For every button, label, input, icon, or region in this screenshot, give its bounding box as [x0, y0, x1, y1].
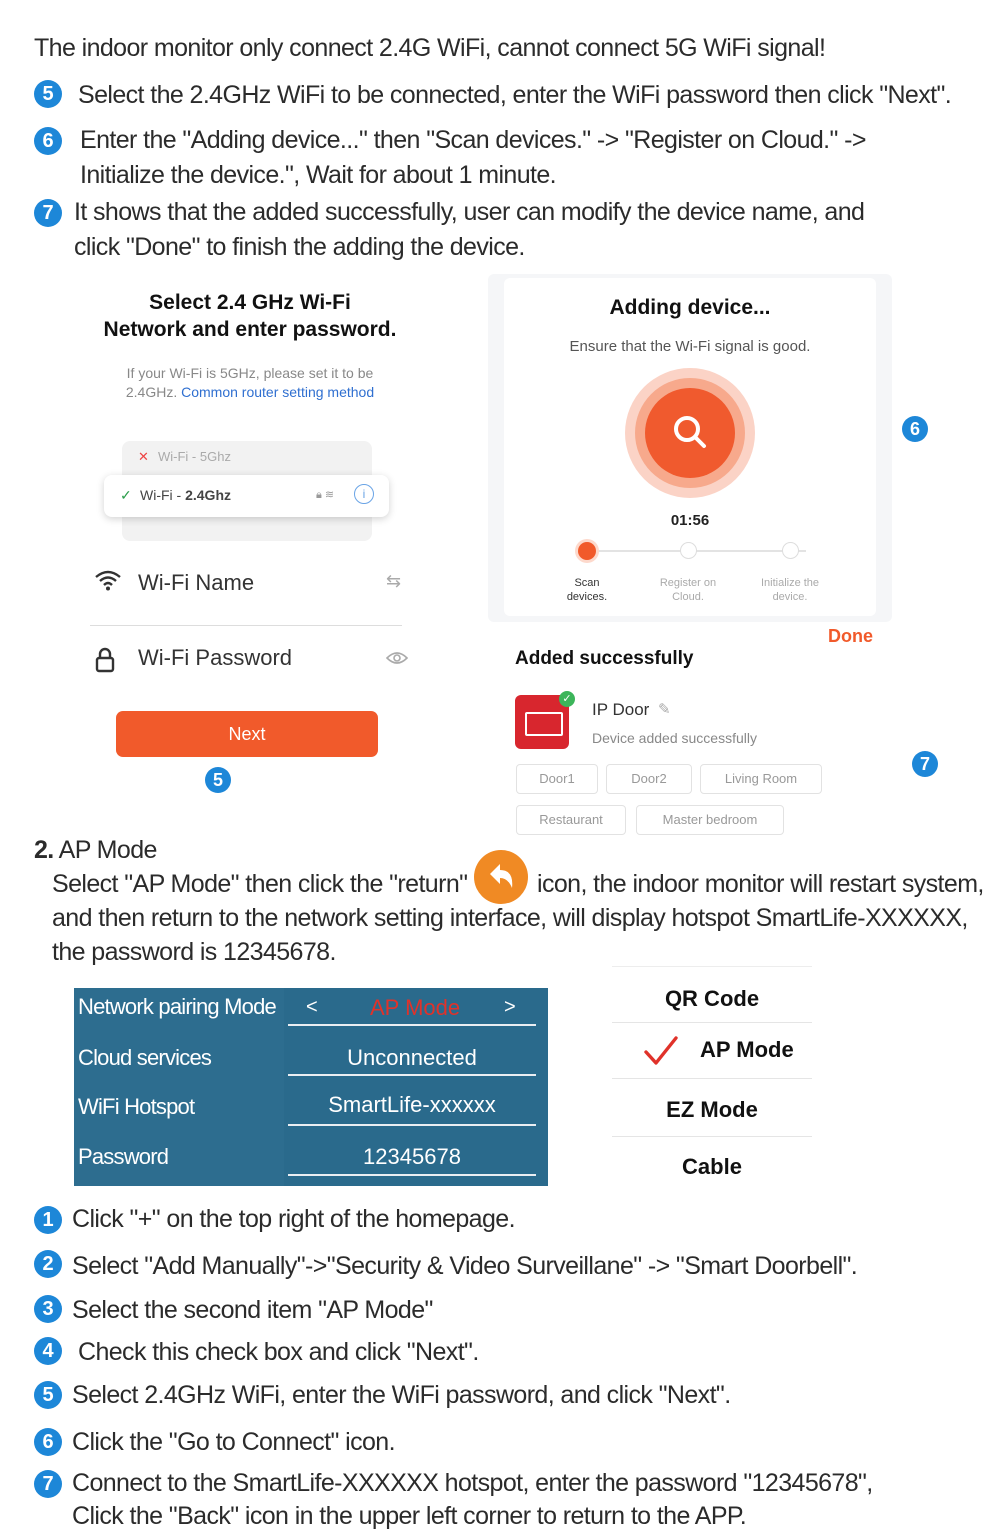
value-underline	[288, 1024, 536, 1026]
added-title: Added successfully	[515, 648, 694, 669]
search-icon	[670, 412, 710, 452]
adding-device-screen	[488, 274, 892, 622]
step-number-badge: 6	[902, 416, 928, 442]
hint-prefix: 2.4GHz.	[125, 384, 178, 400]
cross-icon: ✕	[138, 449, 149, 464]
step-label-line: devices.	[566, 591, 608, 603]
step-label-line: Initialize the	[760, 577, 820, 589]
setting-label: WiFi Hotspot	[78, 1094, 195, 1119]
step-text: Click the "Back" icon in the upper left corner to return to the APP.	[72, 1502, 747, 1530]
step-dot-active	[578, 542, 596, 560]
edit-pencil-icon[interactable]: ✎	[658, 701, 671, 718]
section-number: 2.	[34, 836, 54, 864]
mode-option-ez[interactable]: EZ Mode	[666, 1097, 758, 1122]
value-underline	[288, 1174, 536, 1176]
step-text: Select 2.4GHz WiFi, enter the WiFi password, and click "Next".	[72, 1381, 731, 1409]
wifi-24g-label	[140, 487, 231, 503]
step-dot	[782, 542, 799, 559]
field-divider	[90, 625, 402, 626]
return-arrow-icon	[474, 850, 528, 904]
wifi-5g-row	[122, 445, 372, 471]
paragraph-line: Select "AP Mode" then click the "return"	[52, 870, 468, 898]
hotspot-value: SmartLife-xxxxxx	[328, 1092, 496, 1117]
password-value: 12345678	[363, 1144, 461, 1169]
step-label-line: device.	[772, 591, 808, 603]
hint-text	[70, 384, 430, 400]
room-chip[interactable]: Door1	[516, 764, 598, 794]
eye-icon[interactable]	[386, 651, 408, 665]
setting-label: Cloud services	[78, 1045, 212, 1070]
monitor-network-settings	[74, 988, 548, 1186]
return-icon	[474, 850, 528, 904]
step-number-badge: 7	[34, 199, 62, 227]
step-text: Click the "Go to Connect" icon.	[72, 1428, 395, 1456]
screen-title: Adding device...	[609, 296, 771, 319]
wifi-icon	[94, 569, 122, 591]
step-label	[638, 576, 738, 604]
next-button[interactable]: Next	[116, 711, 378, 757]
progress-track	[596, 550, 806, 552]
step-number-badge: 5	[34, 1381, 62, 1409]
monitor-device-icon	[515, 693, 572, 749]
switch-network-icon[interactable]: ⇆	[386, 571, 402, 591]
wifi-24g-prefix: Wi-Fi -	[140, 487, 186, 503]
next-mode-arrow[interactable]: >	[504, 996, 516, 1018]
device-name: IP Door	[592, 700, 650, 719]
step-number-badge: 3	[34, 1295, 62, 1323]
info-icon: i	[354, 484, 374, 504]
step-label-line: Scan	[574, 577, 600, 589]
done-button[interactable]: Done	[828, 626, 873, 646]
check-icon: ✓	[120, 487, 132, 503]
room-chip[interactable]: Living Room	[700, 764, 822, 794]
step-label	[537, 576, 637, 604]
step-text: Initialize the device.", Wait for about 1 minute.	[80, 161, 557, 189]
step-label	[740, 576, 840, 604]
menu-divider	[612, 1136, 812, 1137]
step-text: It shows that the added successfully, user can modify the device name, and	[74, 198, 865, 226]
step-text: Select "Add Manually"->"Security & Video Surveillane" -> "Smart Doorbell".	[72, 1252, 858, 1280]
room-chip[interactable]: Master bedroom	[636, 805, 784, 835]
mode-option-cable[interactable]: Cable	[682, 1154, 742, 1179]
device-status: Device added successfully	[592, 730, 757, 746]
step-text: Click "+" on the top right of the homepage.	[72, 1205, 515, 1233]
value-underline	[288, 1124, 536, 1126]
router-setting-link[interactable]: Common router setting method	[181, 384, 375, 400]
wifi-name-field[interactable]: Wi-Fi Name	[138, 570, 255, 595]
step-number-badge: 7	[34, 1470, 62, 1498]
step-number-badge: 4	[34, 1337, 62, 1365]
cloud-status-value: Unconnected	[347, 1045, 477, 1070]
hint-text: If your Wi-Fi is 5GHz, please set it to be	[126, 365, 374, 381]
setting-label: Network pairing Mode	[78, 994, 276, 1019]
step-number-badge: 2	[34, 1250, 62, 1278]
paragraph-line: and then return to the network setting interface, will display hotspot SmartLife-XXXXXX,	[52, 904, 968, 932]
step-number-badge: 5	[34, 80, 62, 108]
step-text: Check this check box and click "Next".	[78, 1338, 479, 1366]
countdown-timer: 01:56	[670, 512, 710, 529]
step-text: click "Done" to finish the adding the device.	[74, 233, 525, 261]
mode-option-ap[interactable]: AP Mode	[700, 1037, 794, 1062]
previous-mode-arrow[interactable]: <	[306, 996, 318, 1018]
lock-wifi-icon: 🔒︎ ≋	[316, 489, 335, 501]
section-heading	[34, 836, 157, 865]
adding-device-panel	[504, 278, 876, 616]
success-check-icon: ✓	[559, 691, 575, 707]
wifi-password-field[interactable]: Wi-Fi Password	[138, 645, 293, 670]
step-text: Select the second item "AP Mode"	[72, 1296, 433, 1324]
screen-title: Select 2.4 GHz Wi-Fi	[149, 291, 351, 314]
step-label-line: Cloud.	[672, 591, 704, 603]
paragraph-line: icon, the indoor monitor will restart system,	[537, 870, 984, 898]
menu-divider	[612, 1022, 812, 1023]
section-title: AP Mode	[58, 836, 157, 864]
step-dot	[680, 542, 697, 559]
lock-icon	[94, 647, 116, 673]
step-number-badge: 5	[205, 767, 231, 793]
step-number-badge: 7	[912, 751, 938, 777]
intro-text: The indoor monitor only connect 2.4G WiFi, cannot connect 5G WiFi signal!	[34, 34, 826, 62]
wifi-24g-row	[104, 475, 389, 517]
step-number-badge: 6	[34, 1428, 62, 1456]
paragraph-line: the password is 12345678.	[52, 938, 336, 966]
step-text: Connect to the SmartLife-XXXXXX hotspot, enter the password "12345678",	[72, 1469, 873, 1497]
room-chip[interactable]: Restaurant	[516, 805, 626, 835]
mode-option-qr[interactable]: QR Code	[664, 986, 760, 1011]
step-text: Enter the "Adding device..." then "Scan devices." -> "Register on Cloud." ->	[80, 126, 866, 154]
wifi-setup-screen	[70, 285, 430, 805]
step-number-badge: 1	[34, 1206, 62, 1234]
signal-hint: Ensure that the Wi-Fi signal is good.	[569, 338, 811, 355]
step-text: Select the 2.4GHz WiFi to be connected, enter the WiFi password then click "Next".	[78, 81, 952, 109]
step-label-line: Register on	[659, 577, 717, 589]
wifi-5g-label: Wi-Fi - 5Ghz	[158, 449, 231, 464]
step-number-badge: 6	[34, 127, 62, 155]
value-underline	[288, 1074, 536, 1076]
wifi-24g-band: 2.4Ghz	[185, 487, 231, 503]
screen-title: Network and enter password.	[103, 318, 397, 341]
checkmark-icon	[644, 1036, 678, 1066]
pairing-mode-value[interactable]: AP Mode	[370, 995, 461, 1020]
room-chip[interactable]: Door2	[606, 764, 692, 794]
menu-top-edge	[612, 966, 812, 967]
setting-label: Password	[78, 1144, 169, 1169]
menu-divider	[612, 1078, 812, 1079]
